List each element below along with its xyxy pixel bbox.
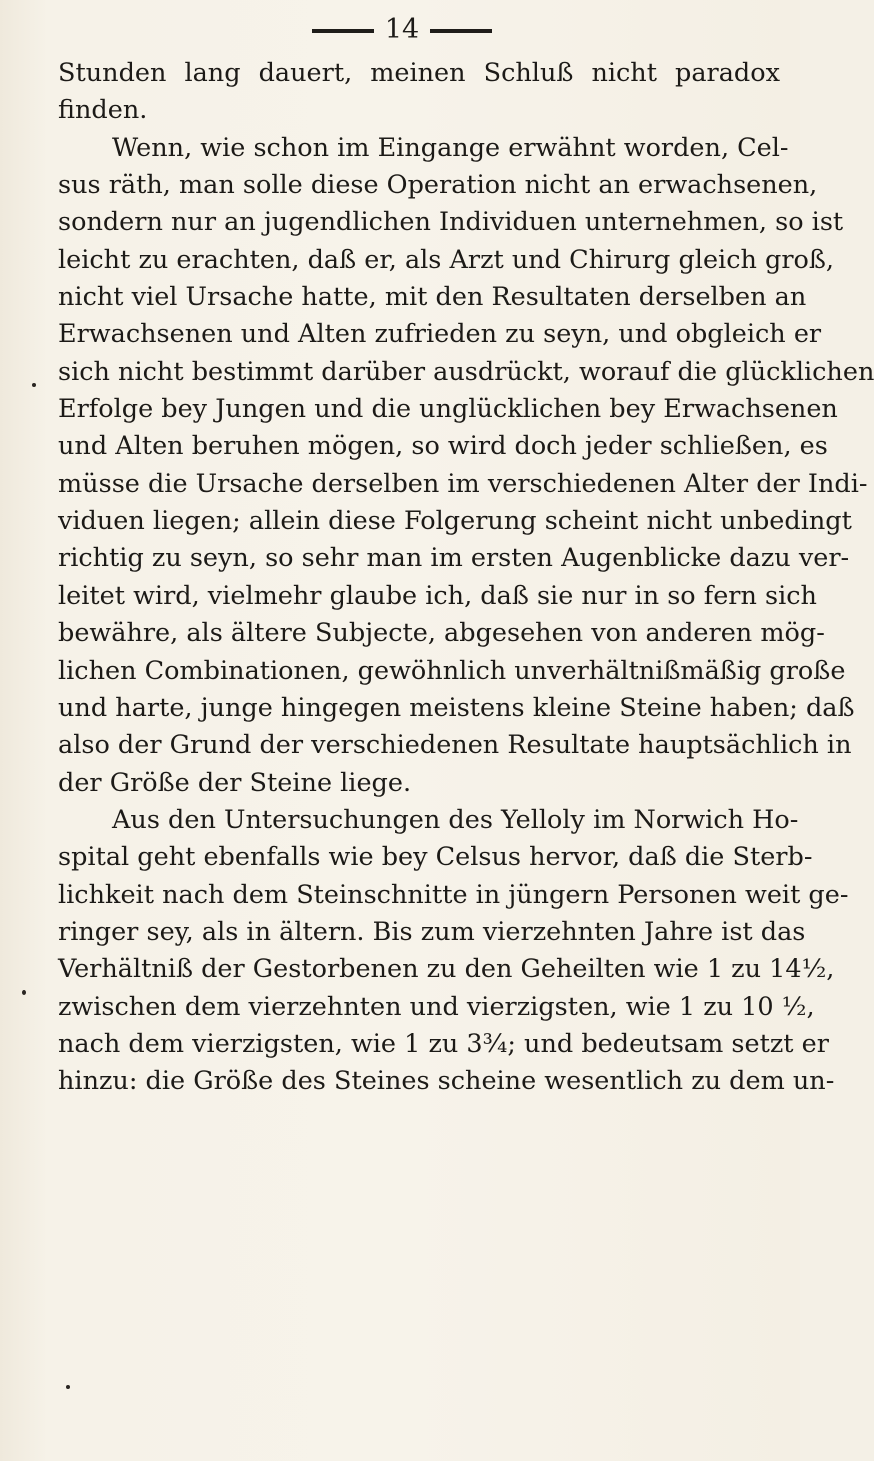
text-line: leitet wird, vielmehr glaube ich, daß sie nur in so fern sich	[58, 580, 817, 611]
text-line: Erwachsenen und Alten zufrieden zu seyn, und obgleich er	[58, 319, 822, 350]
text-line: lichkeit nach dem Steinschnitte in jüngern Personen weit ge-	[58, 879, 849, 910]
text-line: müsse die Ursache derselben im verschiedenen Alter der Indi-	[58, 468, 868, 499]
ink-speck	[22, 990, 26, 995]
text-line: der Größe der Steine liege.	[58, 767, 412, 798]
text-line: sondern nur an jugendlichen Individuen unternehmen, so ist	[58, 207, 844, 238]
text-line: und Alten beruhen mögen, so wird doch jeder schließen, es	[58, 431, 828, 462]
page-header	[0, 12, 800, 52]
text-line: Aus den Untersuchungen des Yelloly im Norwich Ho-	[112, 804, 799, 835]
ink-speck	[66, 1385, 70, 1389]
text-line: Verhältniß der Gestorbenen zu den Geheilten wie 1 zu 14½,	[58, 954, 835, 985]
text-line: Erfolge bey Jungen und die unglücklichen bey Erwachsenen	[58, 394, 838, 425]
ink-speck	[32, 383, 36, 387]
text-line: spital geht ebenfalls wie bey Celsus hervor, daß die Sterb-	[58, 842, 813, 873]
text-line: ringer sey, als in ältern. Bis zum vierzehnten Jahre ist das	[58, 916, 806, 947]
header-rule-right	[430, 29, 492, 33]
text-line: sus räth, man solle diese Operation nicht an erwachsenen,	[58, 170, 818, 201]
text-line: also der Grund der verschiedenen Resultate hauptsächlich in	[58, 730, 852, 761]
text-line: nicht viel Ursache hatte, mit den Resultaten derselben an	[58, 282, 807, 313]
text-line: leicht zu erachten, daß er, als Arzt und Chirurg gleich groß,	[58, 244, 835, 275]
text-line: hinzu: die Größe des Steines scheine wesentlich zu dem un-	[58, 1066, 835, 1097]
text-line: richtig zu seyn, so sehr man im ersten Augenblicke dazu ver-	[58, 543, 850, 574]
text-line: nach dem vierzigsten, wie 1 zu 3¾; und bedeutsam setzt er	[58, 1028, 829, 1059]
text-line: lichen Combinationen, gewöhnlich unverhältnißmäßig große	[58, 655, 846, 686]
text-line: finden.	[58, 95, 148, 126]
text-line: sich nicht bestimmt darüber ausdrückt, worauf die glücklichen	[58, 356, 874, 387]
body-text	[58, 55, 874, 1101]
header-rule-left	[312, 29, 374, 33]
page-number: 14	[384, 14, 420, 45]
text-line: bewähre, als ältere Subjecte, abgesehen von anderen mög-	[58, 618, 825, 649]
text-line: zwischen dem vierzehnten und vierzigsten, wie 1 zu 10 ½,	[58, 991, 815, 1022]
text-line: viduen liegen; allein diese Folgerung scheint nicht unbedingt	[58, 506, 852, 537]
text-line: Wenn, wie schon im Eingange erwähnt worden, Cel-	[112, 132, 789, 163]
text-line: Stunden lang dauert, meinen Schluß nicht paradox	[58, 58, 780, 88]
text-line: und harte, junge hingegen meistens kleine Steine haben; daß	[58, 692, 855, 723]
